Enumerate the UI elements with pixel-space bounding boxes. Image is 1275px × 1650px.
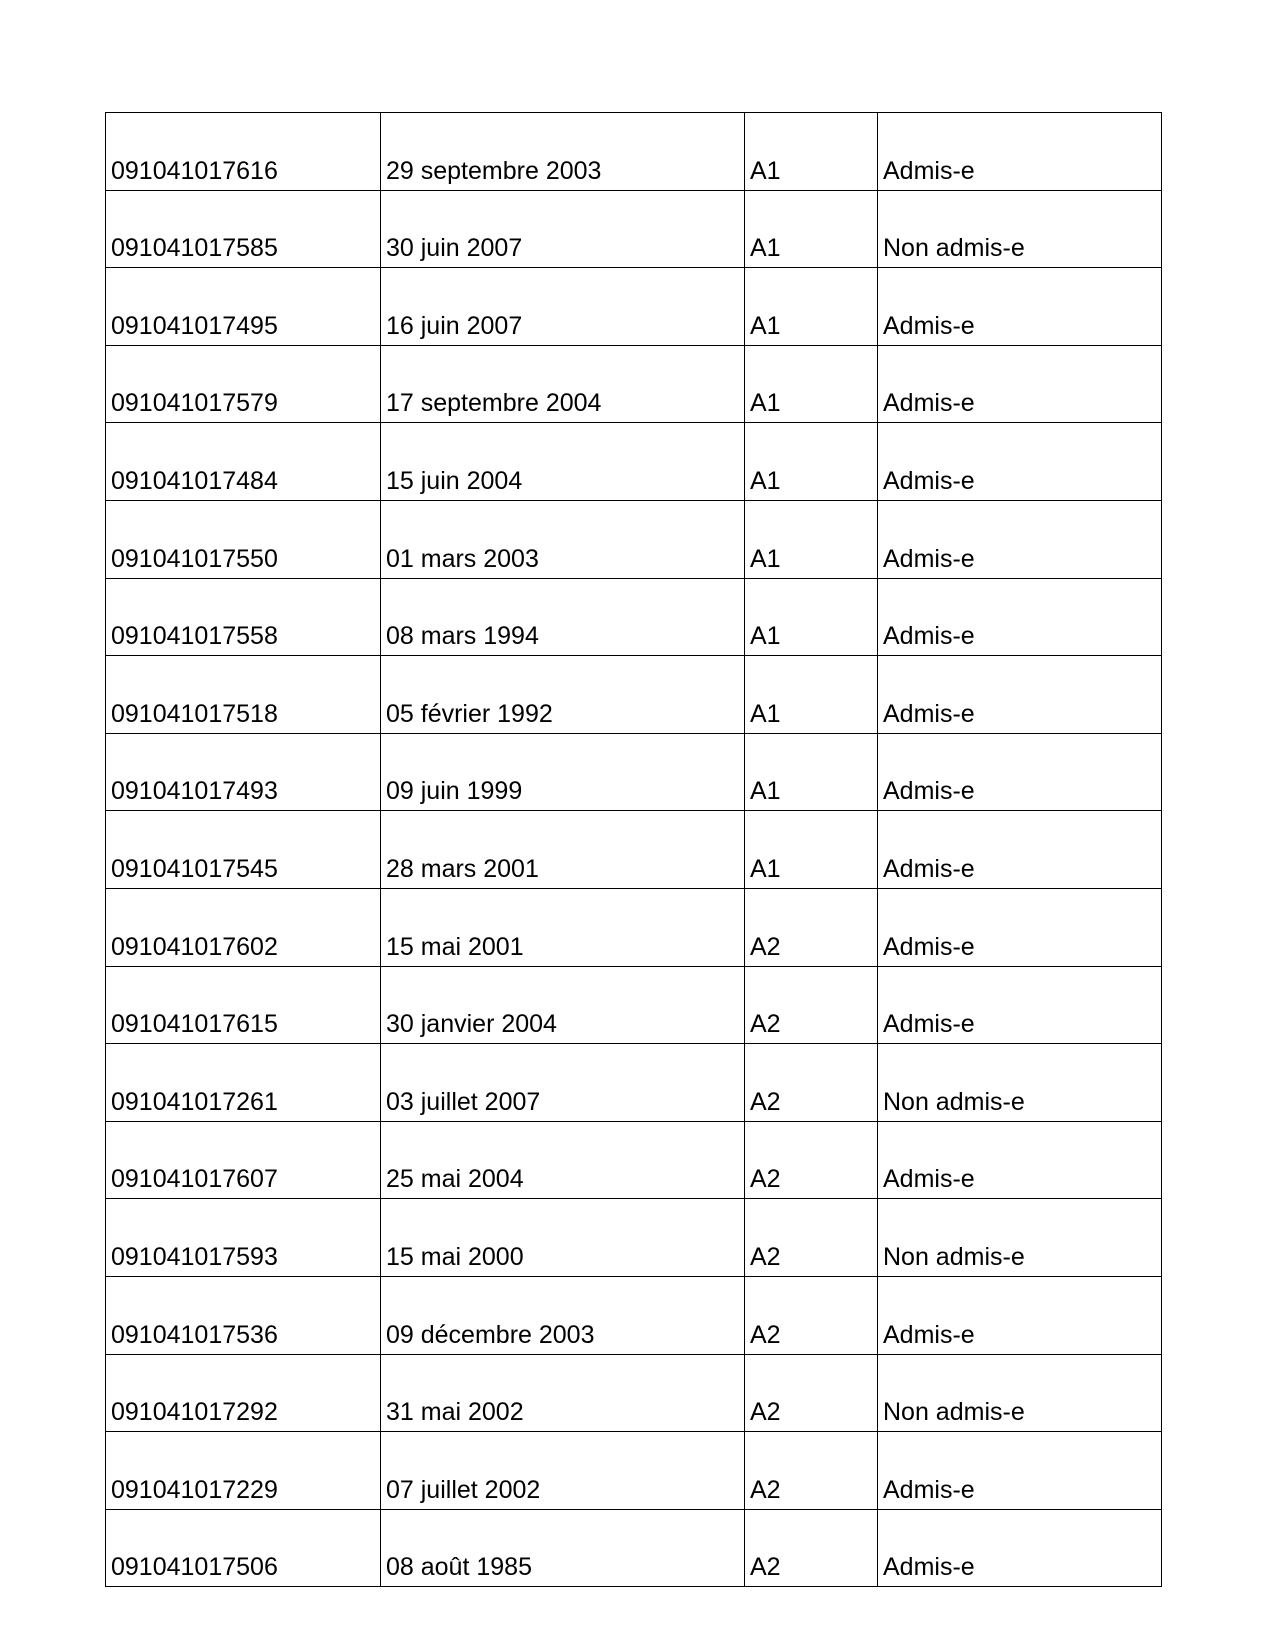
result-cell: Admis-e	[878, 966, 1162, 1044]
birth-date-cell: 07 juillet 2002	[381, 1432, 745, 1510]
level-cell: A1	[745, 656, 878, 734]
candidate-id-cell: 091041017229	[106, 1432, 381, 1510]
candidate-id-cell: 091041017536	[106, 1276, 381, 1354]
level-cell: A1	[745, 811, 878, 889]
level-cell: A1	[745, 113, 878, 191]
level-cell: A2	[745, 1509, 878, 1587]
level-cell: A2	[745, 1044, 878, 1122]
table-row	[106, 500, 1162, 578]
level-cell: A1	[745, 578, 878, 656]
birth-date-cell: 30 janvier 2004	[381, 966, 745, 1044]
table-row	[106, 733, 1162, 811]
birth-date-cell: 25 mai 2004	[381, 1121, 745, 1199]
result-cell: Admis-e	[878, 811, 1162, 889]
birth-date-cell: 03 juillet 2007	[381, 1044, 745, 1122]
table-row	[106, 345, 1162, 423]
level-cell: A2	[745, 888, 878, 966]
result-cell: Non admis-e	[878, 1199, 1162, 1277]
table-row	[106, 113, 1162, 191]
table-row	[106, 1509, 1162, 1587]
result-cell: Non admis-e	[878, 190, 1162, 268]
candidate-id-cell: 091041017484	[106, 423, 381, 501]
level-cell: A2	[745, 1121, 878, 1199]
result-cell: Admis-e	[878, 888, 1162, 966]
birth-date-cell: 15 juin 2004	[381, 423, 745, 501]
level-cell: A2	[745, 1432, 878, 1510]
result-cell: Admis-e	[878, 113, 1162, 191]
level-cell: A2	[745, 966, 878, 1044]
result-cell: Admis-e	[878, 423, 1162, 501]
table-row	[106, 578, 1162, 656]
result-cell: Non admis-e	[878, 1044, 1162, 1122]
level-cell: A1	[745, 423, 878, 501]
table-row	[106, 268, 1162, 346]
level-cell: A2	[745, 1276, 878, 1354]
candidate-id-cell: 091041017579	[106, 345, 381, 423]
table-row	[106, 423, 1162, 501]
birth-date-cell: 08 août 1985	[381, 1509, 745, 1587]
table-row	[106, 966, 1162, 1044]
level-cell: A1	[745, 500, 878, 578]
result-cell: Admis-e	[878, 1432, 1162, 1510]
candidate-id-cell: 091041017261	[106, 1044, 381, 1122]
level-cell: A2	[745, 1354, 878, 1432]
table-row	[106, 656, 1162, 734]
table-row	[106, 1044, 1162, 1122]
candidate-id-cell: 091041017585	[106, 190, 381, 268]
table-row	[106, 888, 1162, 966]
birth-date-cell: 31 mai 2002	[381, 1354, 745, 1432]
candidate-id-cell: 091041017616	[106, 113, 381, 191]
result-cell: Non admis-e	[878, 1354, 1162, 1432]
candidate-id-cell: 091041017558	[106, 578, 381, 656]
birth-date-cell: 15 mai 2000	[381, 1199, 745, 1277]
candidate-id-cell: 091041017495	[106, 268, 381, 346]
table-row	[106, 190, 1162, 268]
candidate-id-cell: 091041017607	[106, 1121, 381, 1199]
candidate-id-cell: 091041017545	[106, 811, 381, 889]
table-row	[106, 1354, 1162, 1432]
candidate-id-cell: 091041017292	[106, 1354, 381, 1432]
level-cell: A1	[745, 268, 878, 346]
table-row	[106, 1276, 1162, 1354]
level-cell: A2	[745, 1199, 878, 1277]
birth-date-cell: 29 septembre 2003	[381, 113, 745, 191]
birth-date-cell: 17 septembre 2004	[381, 345, 745, 423]
candidate-id-cell: 091041017506	[106, 1509, 381, 1587]
birth-date-cell: 09 juin 1999	[381, 733, 745, 811]
candidate-id-cell: 091041017518	[106, 656, 381, 734]
level-cell: A1	[745, 190, 878, 268]
candidate-id-cell: 091041017615	[106, 966, 381, 1044]
candidate-id-cell: 091041017550	[106, 500, 381, 578]
birth-date-cell: 28 mars 2001	[381, 811, 745, 889]
result-cell: Admis-e	[878, 1509, 1162, 1587]
table-row	[106, 1432, 1162, 1510]
birth-date-cell: 09 décembre 2003	[381, 1276, 745, 1354]
result-cell: Admis-e	[878, 1121, 1162, 1199]
results-table-body	[106, 113, 1162, 1587]
result-cell: Admis-e	[878, 345, 1162, 423]
result-cell: Admis-e	[878, 500, 1162, 578]
result-cell: Admis-e	[878, 656, 1162, 734]
birth-date-cell: 05 février 1992	[381, 656, 745, 734]
result-cell: Admis-e	[878, 1276, 1162, 1354]
results-table	[105, 112, 1162, 1587]
result-cell: Admis-e	[878, 268, 1162, 346]
table-row	[106, 811, 1162, 889]
birth-date-cell: 15 mai 2001	[381, 888, 745, 966]
table-row	[106, 1121, 1162, 1199]
result-cell: Admis-e	[878, 733, 1162, 811]
result-cell: Admis-e	[878, 578, 1162, 656]
candidate-id-cell: 091041017602	[106, 888, 381, 966]
level-cell: A1	[745, 733, 878, 811]
level-cell: A1	[745, 345, 878, 423]
birth-date-cell: 01 mars 2003	[381, 500, 745, 578]
birth-date-cell: 08 mars 1994	[381, 578, 745, 656]
birth-date-cell: 16 juin 2007	[381, 268, 745, 346]
birth-date-cell: 30 juin 2007	[381, 190, 745, 268]
candidate-id-cell: 091041017593	[106, 1199, 381, 1277]
candidate-id-cell: 091041017493	[106, 733, 381, 811]
table-row	[106, 1199, 1162, 1277]
